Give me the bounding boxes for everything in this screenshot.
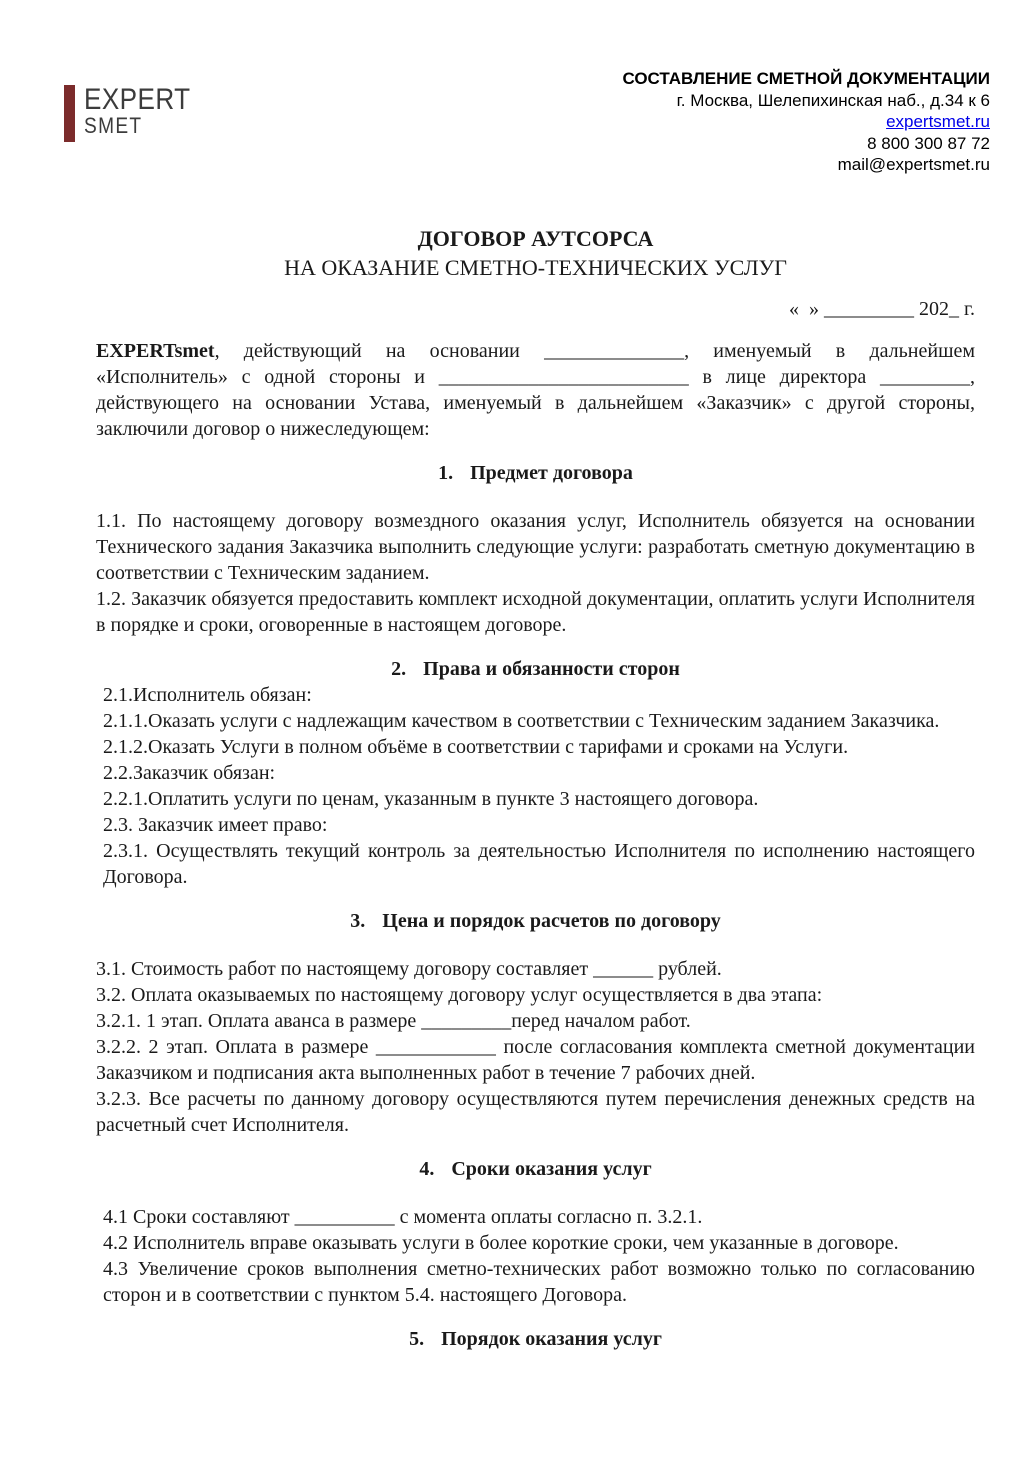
section-heading: [96, 1156, 975, 1182]
section-number: 5.: [409, 1328, 425, 1350]
contract-clause: 4.1 Сроки составляют __________ с момента оплаты согласно п. 3.2.1.: [103, 1206, 703, 1228]
contract-clause: 2.2.1.Оплатить услуги по ценам, указанным в пункте 3 настоящего договора.: [103, 788, 759, 810]
contract-clause: 4.3 Увеличение сроков выполнения сметно-технических работ возможно только по согласованию сторон и в соответствии с пунктом 5.4. настоящего Договора.: [103, 1258, 975, 1306]
contract-clause: 2.1.2.Оказать Услуги в полном объёме в соответствии с тарифами и сроками на Услуги.: [103, 736, 849, 758]
contract-clause: 3.2.1. 1 этап. Оплата аванса в размере _________перед началом работ.: [96, 1010, 691, 1032]
section-clauses: [96, 1204, 975, 1308]
logo-word-expert: EXPERT: [84, 83, 191, 116]
contract-clause: 3.1. Стоимость работ по настоящему договору составляет ______ рублей.: [96, 958, 722, 980]
section-title: Права и обязанности сторон: [423, 658, 680, 680]
contract-clause: 3.2.3. Все расчеты по данному договору осуществляются путем перечисления денежных средств на расчетный счет Исполнителя.: [96, 1088, 975, 1136]
logo-word-smet: SMET: [84, 113, 143, 138]
contact-tagline: СОСТАВЛЕНИЕ СМЕТНОЙ ДОКУМЕНТАЦИИ: [622, 69, 990, 88]
date-line: « » _________ 202_ г.: [789, 298, 975, 320]
section-clauses: [96, 682, 975, 890]
section-clauses: [96, 508, 975, 638]
section-terms: [96, 1156, 975, 1308]
section-heading: [96, 1326, 975, 1352]
website-link[interactable]: expertsmet.ru: [886, 112, 990, 131]
company-name: EXPERTsmet: [96, 340, 215, 362]
header-contact-block: [622, 68, 990, 176]
section-number: 4.: [419, 1158, 435, 1180]
contract-clause: 2.3.1. Осуществлять текущий контроль за деятельностью Исполнителя по исполнению настоящего Договора.: [103, 840, 975, 888]
section-number: 3.: [350, 910, 366, 932]
section-title: Сроки оказания услуг: [451, 1158, 652, 1180]
contract-clause: 3.2.2. 2 этап. Оплата в размере ____________ после согласования комплекта сметной документации Заказчиком и подписания акта выполненных работ в течение 7 рабочих дней.: [96, 1036, 975, 1084]
section-number: 1.: [438, 462, 454, 484]
section-heading: [96, 460, 975, 486]
section-clauses: [96, 956, 975, 1138]
document-header: [0, 0, 1036, 174]
section-service-procedure: [96, 1326, 975, 1352]
contract-clause: 2.3. Заказчик имеет право:: [103, 814, 328, 836]
contract-clause: 3.2. Оплата оказываемых по настоящему договору услуг осуществляется в два этапа:: [96, 984, 823, 1006]
contract-clause: 4.2 Исполнитель вправе оказывать услуги в более короткие сроки, чем указанные в договоре.: [103, 1232, 899, 1254]
logo-text: [84, 85, 191, 142]
section-heading: [96, 656, 975, 682]
contract-clause: 2.1.Исполнитель обязан:: [103, 684, 312, 706]
preamble-text: , действующий на основании ______________, именуемый в дальнейшем «Исполнитель» с одной стороны и _________________________ в лице директора _________, действующего на основании Устава, именуемый в дальнейшем «Заказчик» с другой стороны, заключили договор о нижеследующем:: [96, 340, 975, 440]
contract-clause: 2.2.Заказчик обязан:: [103, 762, 276, 784]
document-title-block: [96, 224, 975, 282]
contact-phone: 8 800 300 87 72: [867, 133, 990, 153]
section-title: Порядок оказания услуг: [441, 1328, 662, 1350]
document-title: ДОГОВОР АУТСОРСА: [417, 226, 654, 251]
section-price-payments: [96, 908, 975, 1138]
contract-clause: 2.1.1.Оказать услуги с надлежащим качеством в соответствии с Техническим заданием Заказчика.: [103, 710, 940, 732]
section-title: Предмет договора: [470, 462, 633, 484]
section-heading: [96, 908, 975, 934]
contract-body: [96, 170, 975, 1374]
section-title: Цена и порядок расчетов по договору: [382, 910, 721, 932]
contract-clause: 1.2. Заказчик обязуется предоставить комплект исходной документации, оплатить услуги Исполнителя в порядке и сроки, оговоренные в настоящем договоре.: [96, 588, 975, 636]
contact-address: г. Москва, Шелепихинская наб., д.34 к 6: [676, 90, 990, 110]
contact-email: mail@expertsmet.ru: [837, 155, 990, 174]
section-rights-obligations: [96, 656, 975, 890]
expertsmet-logo: [64, 85, 207, 142]
document-subtitle: НА ОКАЗАНИЕ СМЕТНО-ТЕХНИЧЕСКИХ УСЛУГ: [284, 255, 787, 280]
preamble-paragraph: [96, 338, 975, 442]
contact-website-row: [622, 111, 990, 133]
section-subject: [96, 460, 975, 638]
logo-bar-icon: [64, 85, 75, 142]
contract-clause: 1.1. По настоящему договору возмездного оказания услуг, Исполнитель обязуется на основании Технического задания Заказчика выполнить следующие услуги: разработать сметную документацию в соответствии с Техническим заданием.: [96, 510, 975, 584]
section-number: 2.: [391, 658, 407, 680]
